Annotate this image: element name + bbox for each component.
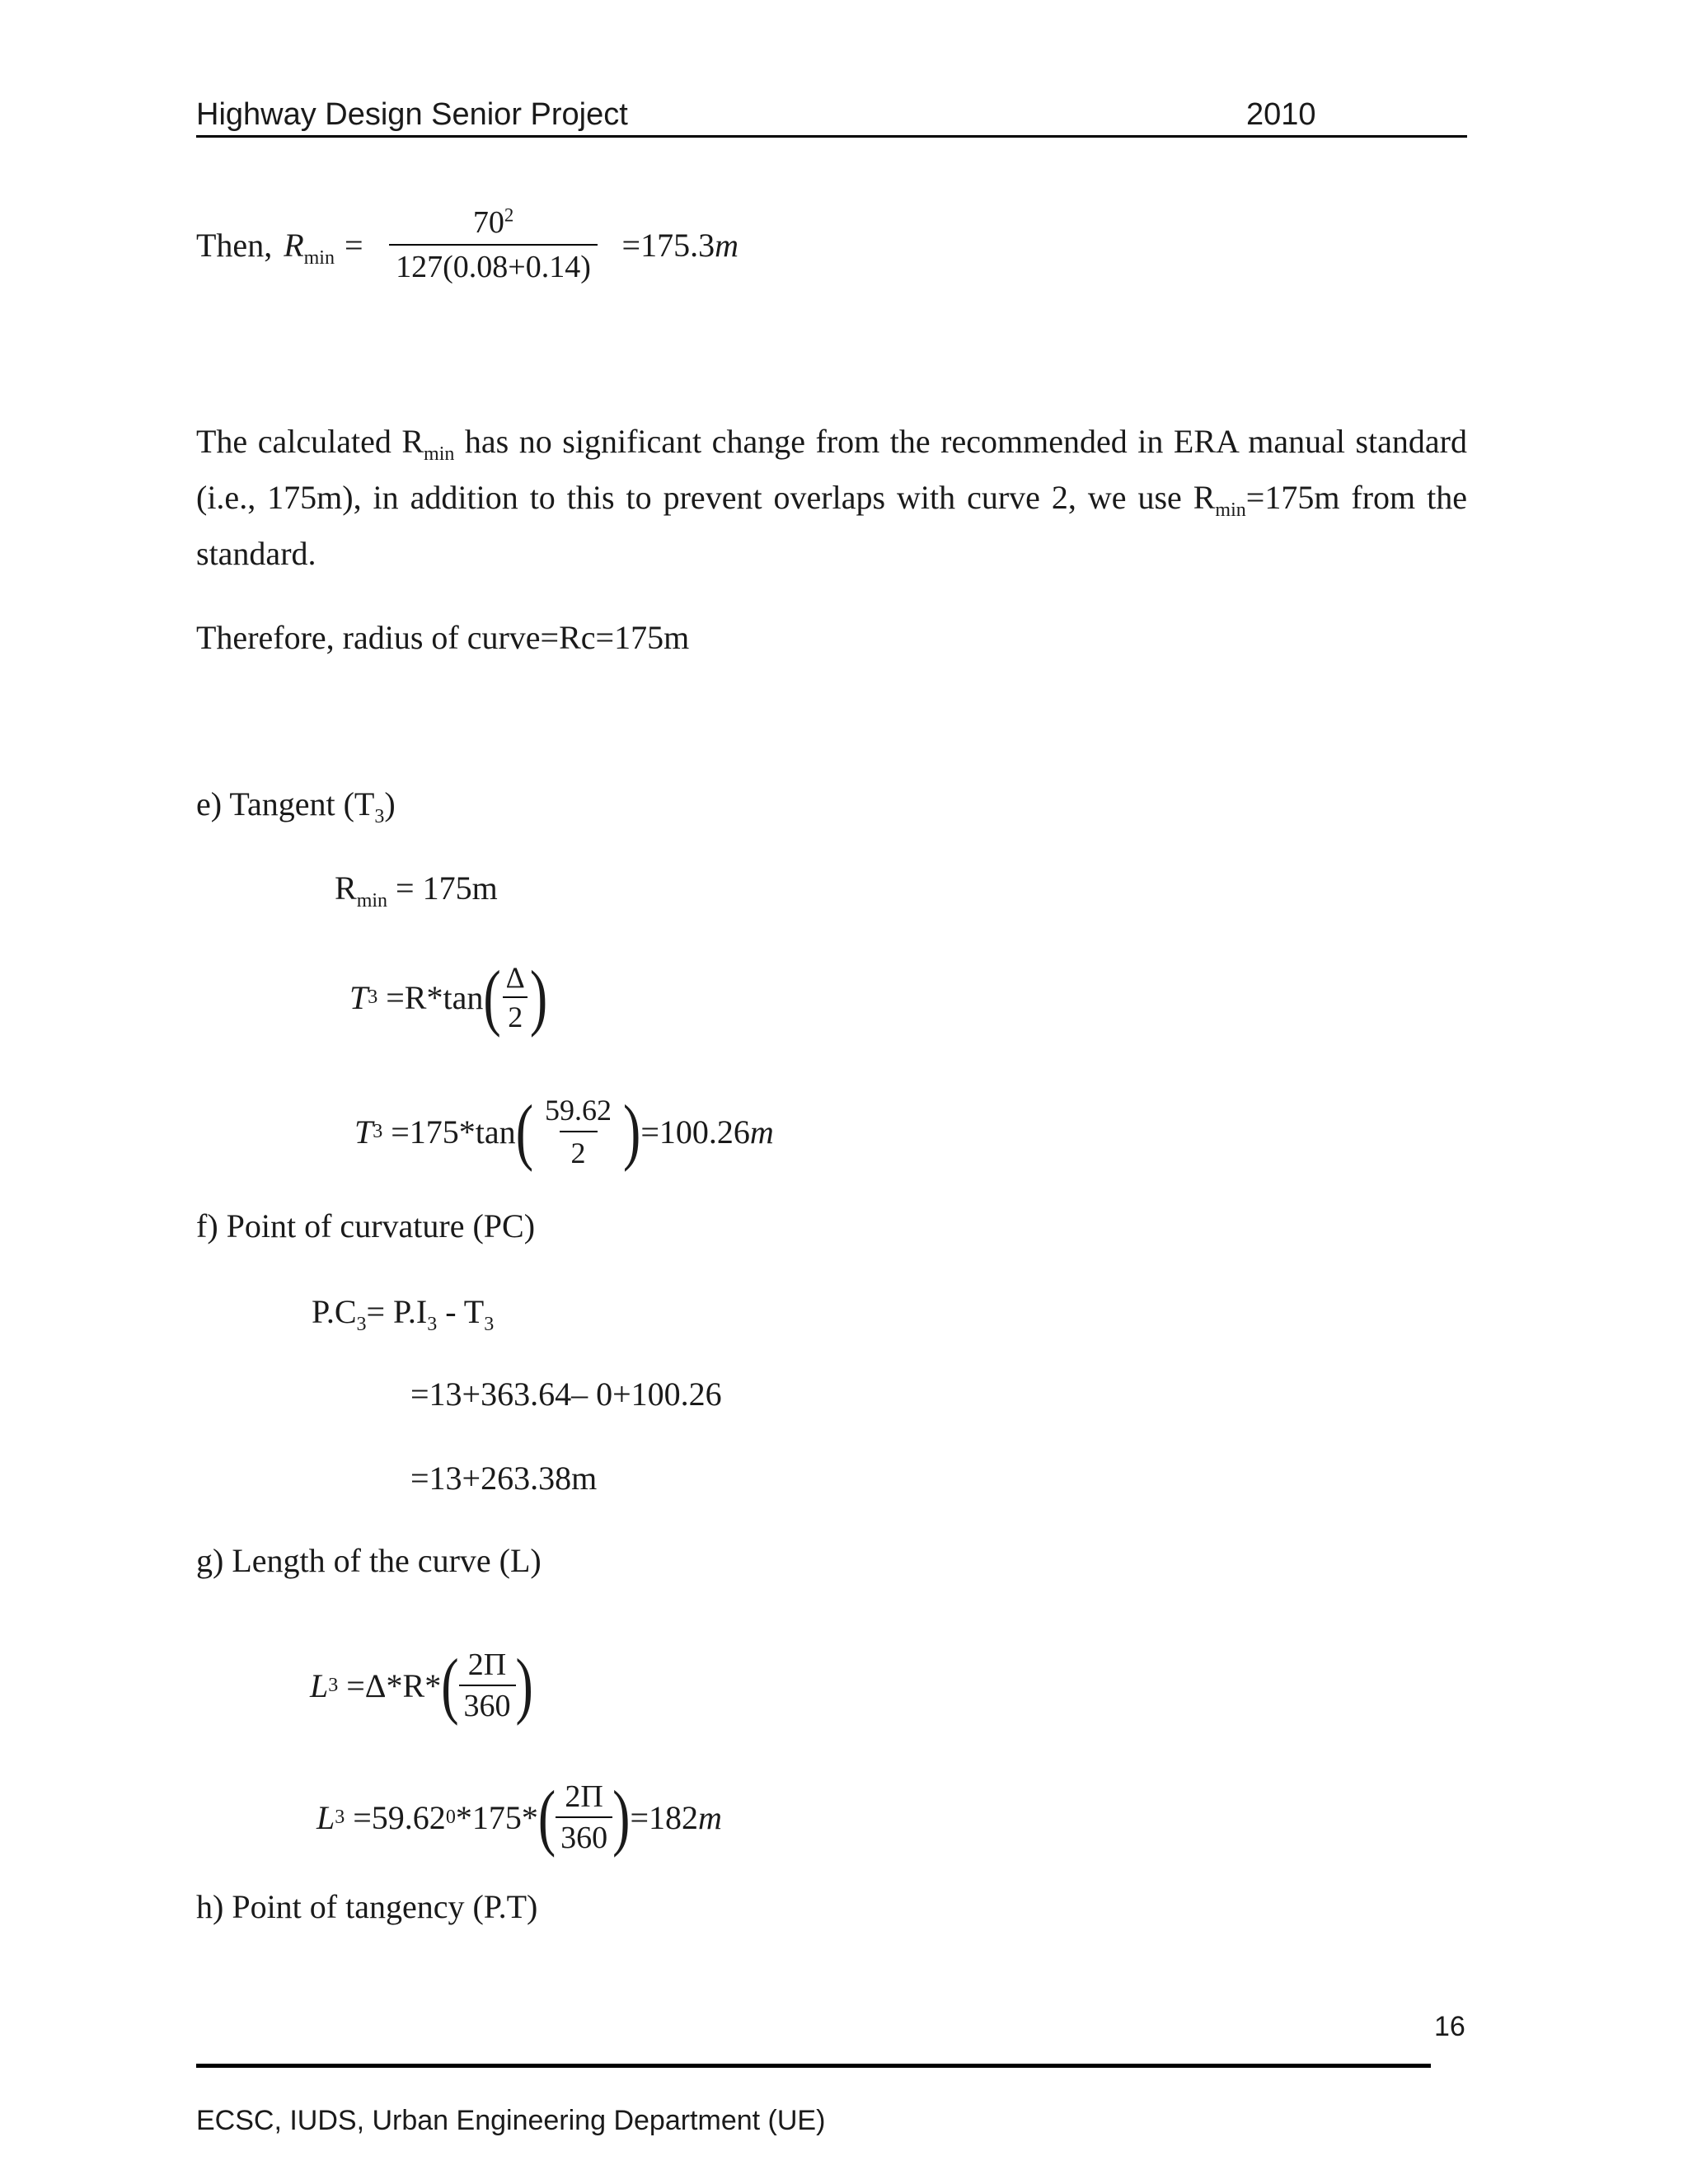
fraction-num: 2Π bbox=[565, 1779, 603, 1814]
section-h-heading: h) Point of tangency (P.T) bbox=[196, 1888, 538, 1925]
para-line1-b: has no significant change from the recommended in ERA manual standard bbox=[464, 423, 1467, 460]
section-e-heading-sub: 3 bbox=[374, 806, 385, 827]
pc-substitution: =13+363.64– 0+100.26 bbox=[410, 1376, 722, 1413]
fraction-num: 2Π bbox=[467, 1647, 507, 1682]
paragraph-line-3: standard. bbox=[196, 535, 316, 572]
pc-sub3: 3 bbox=[484, 1314, 495, 1335]
tangent-formula: T 3 =R*tan ( $\frac{\Delta}{2}$ ) bbox=[349, 956, 547, 1038]
fraction-den: 360 bbox=[459, 1685, 516, 1724]
length-formula-mid: =Δ*R* bbox=[346, 1666, 442, 1704]
tangent-computation: T 3 =175*tan ( $\frac{59.62}{2}$ ) =100.26 m bbox=[354, 1086, 774, 1177]
equation-lead: Then, bbox=[196, 226, 273, 264]
page-number: 16 bbox=[1434, 2011, 1465, 2042]
pc-b: = P.I bbox=[366, 1293, 428, 1330]
tangent-formula-fraction bbox=[501, 960, 530, 1034]
numerator-exponent: 2 bbox=[504, 204, 514, 226]
fraction-den: 2 bbox=[503, 996, 528, 1034]
equation-lhs-var: R bbox=[284, 226, 304, 264]
pc-sub2: 3 bbox=[427, 1314, 438, 1335]
therefore-statement: Therefore, radius of curve=Rc=175m bbox=[196, 619, 690, 656]
tangent-comp-result: =100.26 bbox=[640, 1113, 750, 1151]
equation-lhs bbox=[284, 226, 335, 269]
length-formula-fraction bbox=[459, 1647, 516, 1724]
header-title: Highway Design Senior Project bbox=[196, 97, 628, 132]
rmin-sub: min bbox=[356, 890, 388, 912]
numerator-base: 70 bbox=[472, 205, 504, 240]
tangent-formula-lhs: T bbox=[349, 978, 368, 1016]
equation-numerator bbox=[373, 204, 614, 244]
header-rule bbox=[196, 135, 1467, 138]
right-paren: ) bbox=[623, 1090, 641, 1172]
fraction-den: 2 bbox=[560, 1131, 598, 1170]
footer-text: ECSC, IUDS, Urban Engineering Department (UE) bbox=[196, 2105, 826, 2136]
pc-result: =13+263.38m bbox=[410, 1460, 598, 1497]
section-g-heading: g) Length of the curve (L) bbox=[196, 1542, 542, 1579]
length-formula: L 3 =Δ*R* ( $\frac{2\Pi}{360}$ ) bbox=[310, 1640, 533, 1731]
equation-result-unit: m bbox=[715, 226, 738, 264]
pc-formula bbox=[312, 1292, 495, 1335]
length-comp-angle: =59.62 bbox=[353, 1798, 446, 1836]
tangent-comp-unit: m bbox=[749, 1113, 774, 1151]
equation-denominator: 127(0.08+0.14) bbox=[389, 244, 598, 285]
para-line2-sub: min bbox=[1215, 499, 1246, 521]
section-e-heading-b: ) bbox=[384, 785, 396, 823]
section-e-heading bbox=[196, 785, 396, 827]
equation-fraction bbox=[373, 204, 614, 285]
section-f-heading: f) Point of curvature (PC) bbox=[196, 1207, 536, 1244]
length-comp-fraction bbox=[556, 1779, 612, 1856]
left-paren: ( bbox=[483, 955, 501, 1038]
left-paren: ( bbox=[515, 1090, 533, 1172]
fraction-num: Δ bbox=[505, 961, 525, 994]
rmin-value bbox=[335, 869, 498, 912]
right-paren: ) bbox=[612, 1775, 631, 1858]
left-paren: ( bbox=[441, 1643, 459, 1726]
paragraph-line-1 bbox=[196, 422, 1467, 465]
fraction-den: 360 bbox=[556, 1816, 612, 1856]
tangent-formula-mid: =R*tan bbox=[386, 978, 484, 1016]
left-paren: ( bbox=[537, 1775, 556, 1858]
equation-rmin-calc bbox=[196, 204, 738, 285]
para-line2-b: =175m from the bbox=[1245, 479, 1467, 516]
right-paren: ) bbox=[515, 1643, 533, 1726]
para-line2-a: (i.e., 175m), in addition to this to prevent overlaps with curve 2, we use R bbox=[196, 479, 1216, 516]
length-comp-unit: m bbox=[698, 1798, 722, 1836]
length-formula-lhs: L bbox=[310, 1666, 329, 1704]
tangent-comp-fraction bbox=[533, 1093, 623, 1170]
length-comp-mid: *175* bbox=[455, 1798, 538, 1836]
equation-lhs-sub: min bbox=[303, 246, 335, 269]
tangent-comp-mid: =175*tan bbox=[391, 1113, 516, 1151]
section-e-heading-a: e) Tangent (T bbox=[196, 785, 375, 823]
length-comp-lhs: L bbox=[316, 1798, 335, 1836]
pc-sub1: 3 bbox=[356, 1314, 367, 1335]
rmin-b: = 175m bbox=[387, 869, 498, 907]
tangent-comp-lhs: T bbox=[354, 1113, 373, 1151]
length-computation: L 3 =59.62 0 *175* ( $\frac{2\Pi}{360}$ ) =182 m bbox=[316, 1772, 722, 1863]
para-line1-a: The calculated R bbox=[196, 423, 424, 460]
right-paren: ) bbox=[529, 955, 548, 1038]
pc-c: - T bbox=[437, 1293, 485, 1330]
fraction-num: 59.62 bbox=[545, 1094, 612, 1127]
paragraph-line-2 bbox=[196, 478, 1467, 521]
header-year: 2010 bbox=[1246, 97, 1316, 132]
length-comp-result: =182 bbox=[630, 1798, 698, 1836]
equation-equals: = bbox=[344, 226, 363, 264]
pc-a: P.C bbox=[312, 1293, 357, 1330]
equation-result bbox=[622, 226, 738, 265]
footer-rule bbox=[196, 2064, 1431, 2068]
equation-result-value: =175.3 bbox=[621, 226, 715, 264]
rmin-a: R bbox=[335, 869, 357, 907]
para-line1-sub: min bbox=[424, 443, 455, 465]
